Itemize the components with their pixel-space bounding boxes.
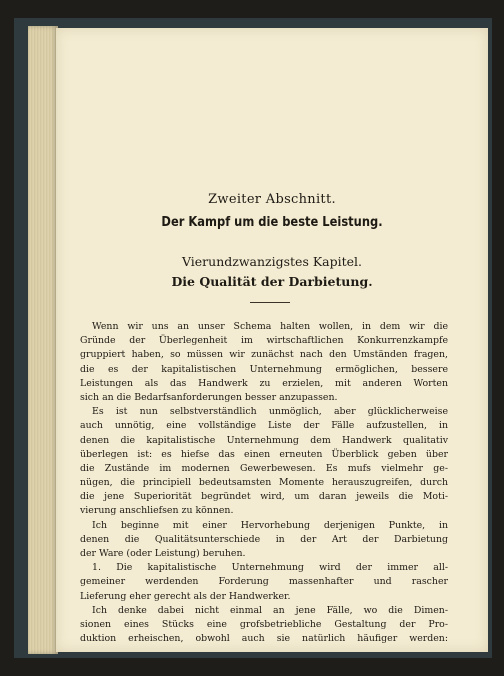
text-line: Ich beginne mit einer Hervorhebung derjenigen Punkte, in: [92, 519, 448, 531]
text-line: sich an die Bedarfsanforderungen besser anzupassen.: [80, 391, 338, 403]
text-line: vierung anschliefsen zu können.: [80, 505, 234, 517]
text-line: gruppiert haben, so müssen wir zunächst nach den Umständen fragen,: [80, 349, 448, 361]
book-page-edges: [28, 26, 58, 654]
text-line: 1. Die kapitalistische Unternehmung wird der immer all-: [92, 562, 448, 574]
text-line: Leistungen als das Handwerk zu erzielen, mit anderen Worten: [80, 377, 448, 389]
body-text: [80, 320, 448, 646]
part-title: Der Kampf um die beste Leistung.: [161, 214, 383, 230]
section-heading: Zweiter Abschnitt.: [208, 192, 336, 207]
text-line: die es der kapitalistischen Unternehmung ermöglichen, bessere: [80, 363, 448, 375]
text-line: nügen, die principiell bedeutsamsten Momente herauszugreifen, durch: [80, 477, 448, 489]
text-line: denen die kapitalistische Unternehmung dem Handwerk qualitativ: [80, 434, 448, 446]
chapter-heading: Vierundzwanzigstes Kapitel.: [181, 254, 363, 269]
text-line: denen die Qualitätsunterschiede in der Art der Darbietung: [80, 533, 448, 545]
text-line: die jene Superiorität begründet wird, um daran jeweils die Moti-: [80, 491, 448, 503]
text-line: Es ist nun selbstverständlich unmöglich, aber glücklicherweise: [92, 406, 448, 418]
text-line: der Ware (oder Leistung) beruhen.: [80, 548, 246, 559]
text-line: überlegen ist: es hiefse das einen erneuten Überblick geben über: [80, 448, 448, 460]
text-line: duktion erheischen, obwohl auch sie natürlich häufiger werden:: [80, 633, 448, 645]
book-page: [56, 28, 488, 652]
text-line: Wenn wir uns an unser Schema halten wollen, in dem wir die: [92, 321, 448, 332]
text-line: die Zustände im modernen Gewerbewesen. Es mufs vielmehr ge-: [80, 462, 448, 474]
chapter-title: Die Qualität der Darbietung.: [171, 274, 373, 289]
text-line: sionen eines Stücks eine grofsbetriebliche Gestaltung der Pro-: [80, 618, 448, 630]
text-line: auch unnötig, eine vollständige Liste der Fälle aufzustellen, in: [80, 420, 448, 432]
divider-rule: [250, 302, 290, 303]
text-line: Gründe der Überlegenheit im wirtschaftlichen Konkurrenzkampfe: [80, 335, 448, 347]
text-line: Lieferung eher gerecht als der Handwerker.: [80, 590, 291, 602]
text-line: Ich denke dabei nicht einmal an jene Fälle, wo die Dimen-: [92, 604, 448, 616]
text-line: gemeiner werdenden Forderung massenhafter und rascher: [80, 576, 448, 588]
